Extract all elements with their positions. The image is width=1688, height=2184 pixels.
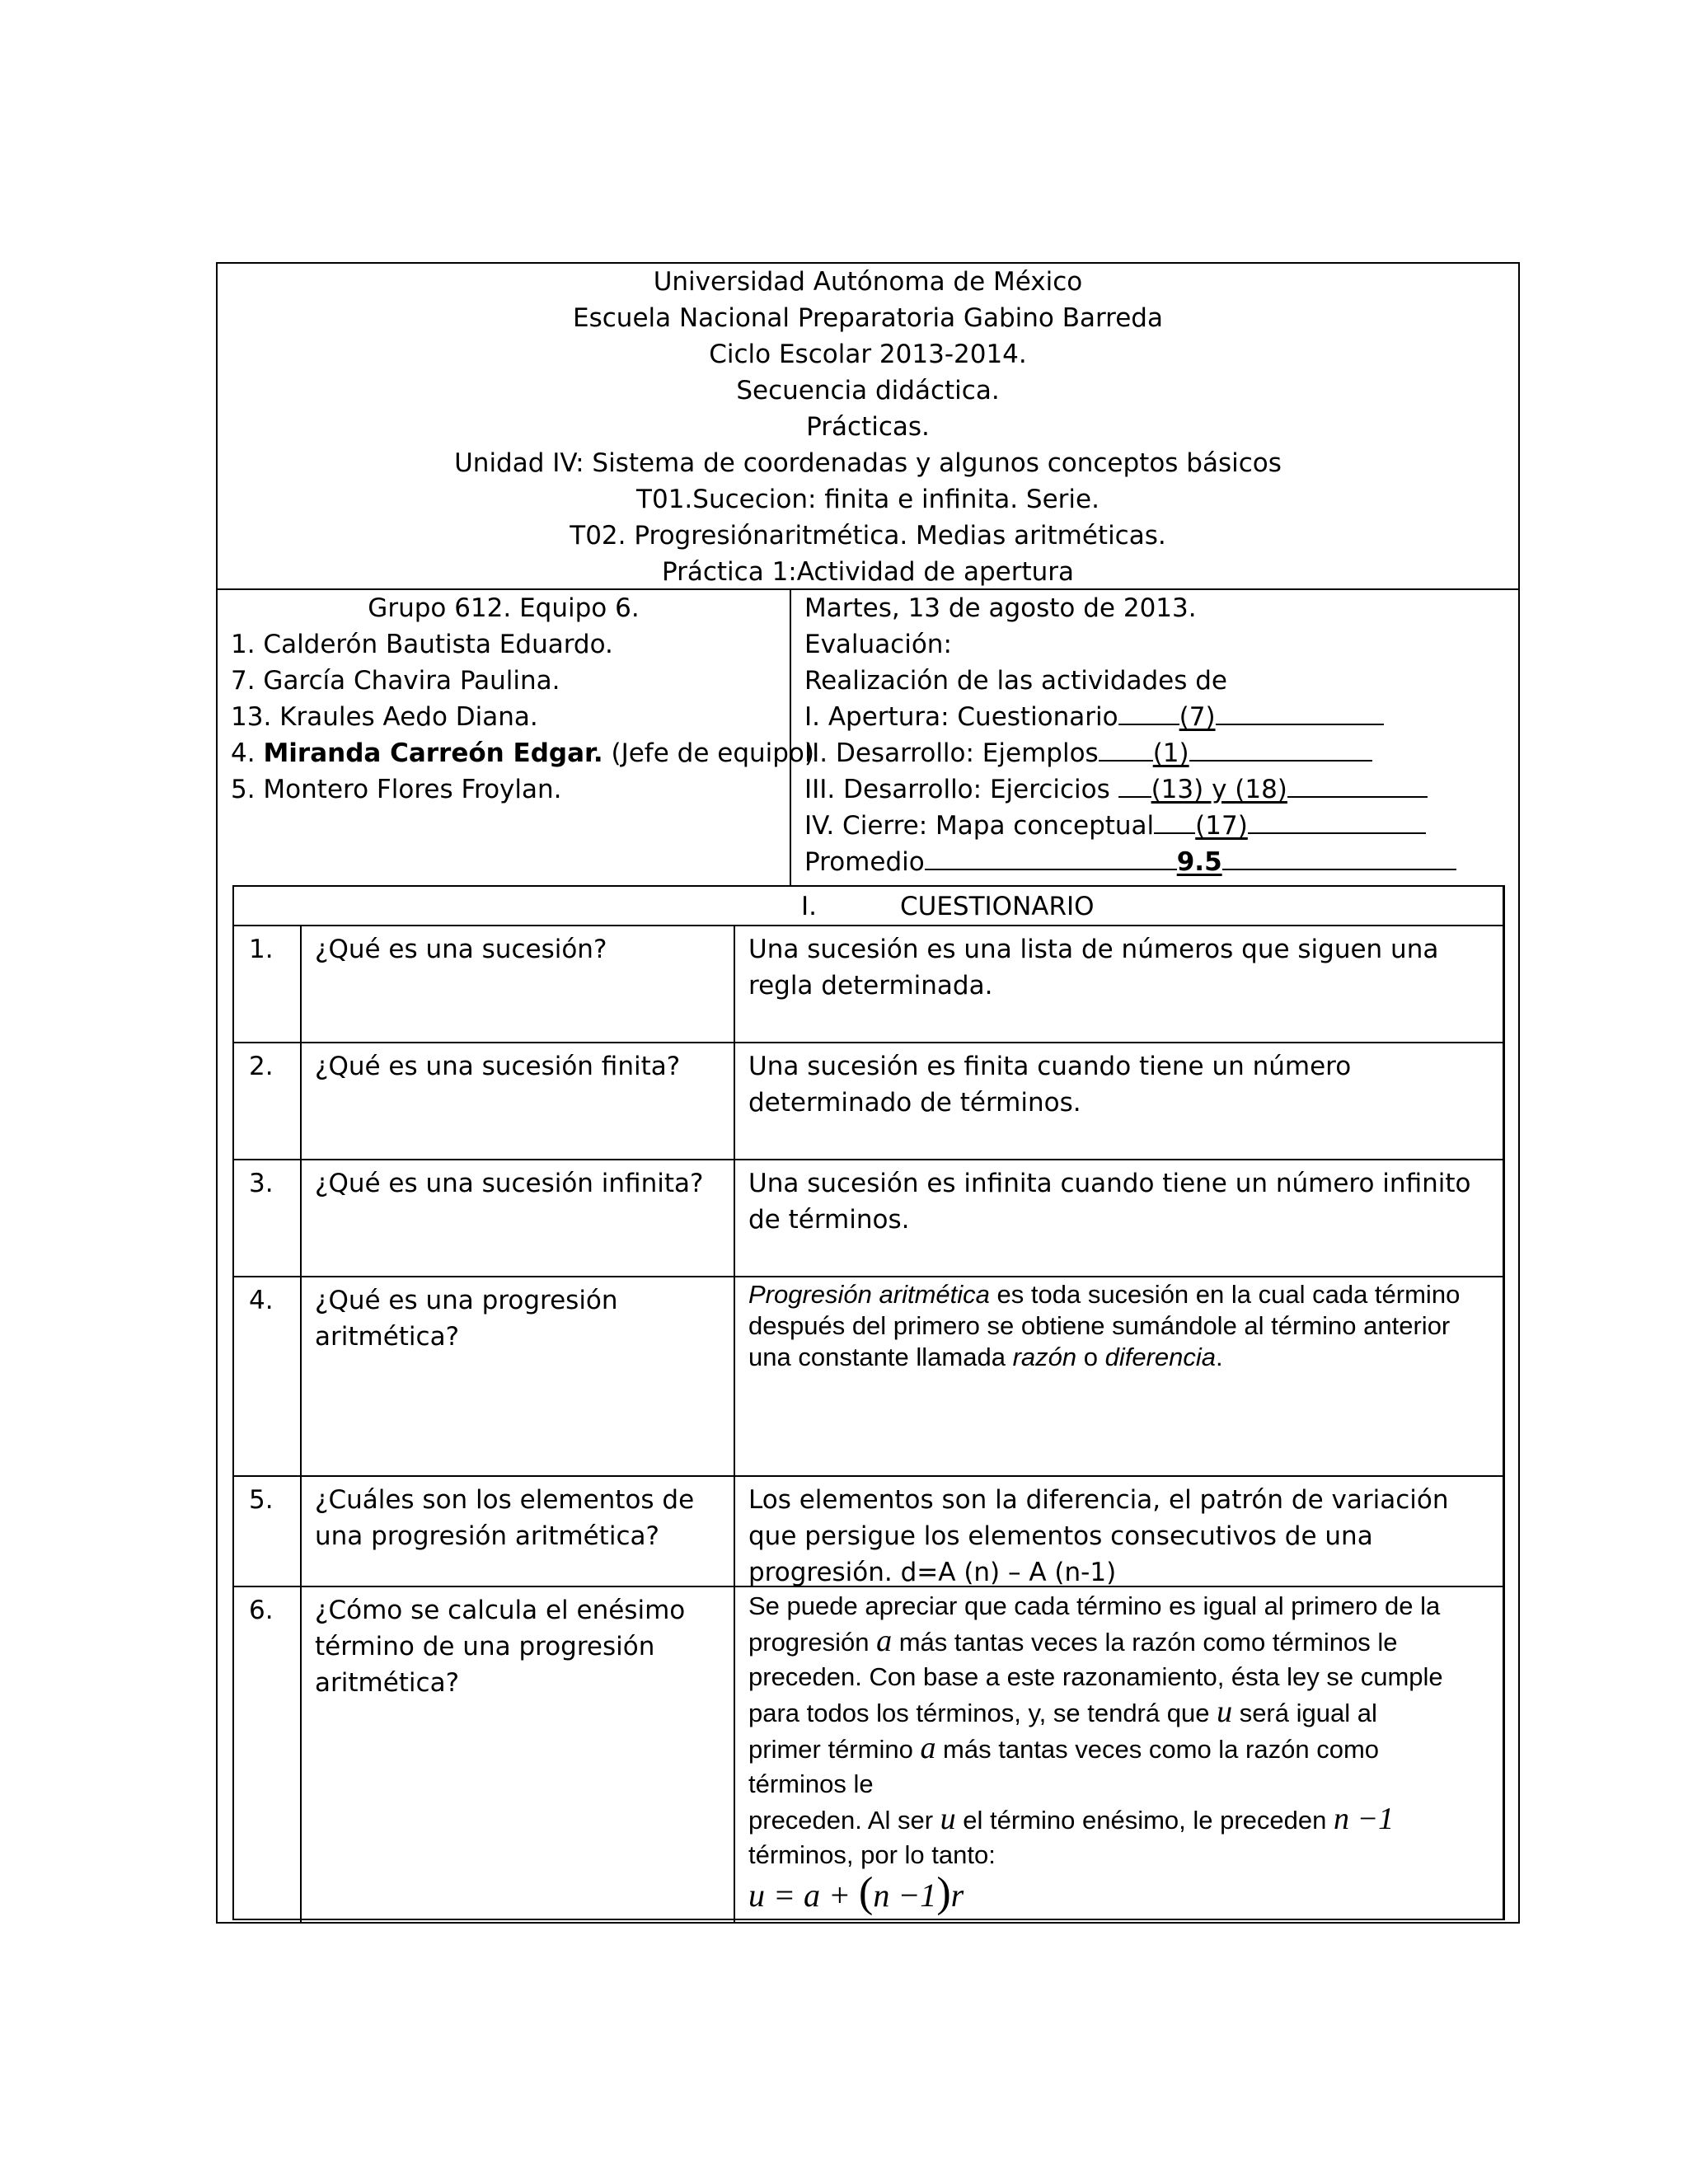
activity-value: (1) [1152, 738, 1189, 768]
table-row [234, 1043, 1503, 1160]
section-roman: I. [801, 892, 817, 921]
evaluation-activity [804, 811, 1426, 841]
table-row [234, 1160, 1503, 1277]
info-section [218, 590, 1518, 885]
nth-term-formula: u = a + (n −1)r [748, 1869, 964, 1916]
row-number: 1. [249, 935, 274, 964]
header-line: Secuencia didáctica. [736, 376, 1000, 405]
row-number: 3. [249, 1169, 274, 1198]
answer-emphasis: diferencia [1104, 1343, 1216, 1371]
table-row [234, 1277, 1503, 1477]
header-line: Universidad Autónoma de México [653, 267, 1083, 297]
math-expression: n −1 [1334, 1802, 1395, 1836]
answer-part: para todos los términos, y, se tendrá que [748, 1699, 1217, 1727]
section-title: CUESTIONARIO [900, 892, 1095, 921]
row-number: 2. [249, 1052, 274, 1081]
answer-part: es toda sucesión en la cual cada término después del primero se obtiene sumándole al término anterior una constante llamada [748, 1280, 1461, 1371]
activity-label: IV. Cierre: Mapa conceptual [804, 811, 1155, 841]
math-variable: a [876, 1624, 893, 1658]
evaluation-date: Martes, 13 de agosto de 2013. [804, 593, 1197, 623]
team-members [218, 590, 814, 885]
document-header [218, 264, 1518, 590]
evaluation-intro: Realización de las actividades de [804, 666, 1227, 696]
question-text: ¿Cuáles son los elementos de una progresión aritmética? [315, 1485, 695, 1551]
header-line: T01.Sucecion: finita e infinita. Serie. [636, 485, 1100, 514]
answer-part: el término enésimo, le preceden [955, 1806, 1334, 1835]
activity-value: (7) [1179, 702, 1216, 732]
answer-text [748, 1279, 1491, 1373]
row-number: 4. [249, 1286, 274, 1315]
table-row [234, 1587, 1503, 1922]
answer-line: preceden. Con base a este razonamiento, ésta ley se cumple [748, 1662, 1443, 1691]
document-frame [216, 262, 1520, 1924]
evaluation-panel [791, 590, 1522, 885]
evaluation-activity [804, 702, 1384, 732]
header-line: T02. Progresiónaritmética. Medias aritméticas. [570, 521, 1166, 551]
question-text: ¿Qué es una progresión aritmética? [315, 1286, 618, 1352]
answer-line [748, 1731, 1499, 1767]
leader-name: Miranda Carreón Edgar. [263, 738, 603, 768]
header-line: Unidad IV: Sistema de coordenadas y algunos conceptos básicos [454, 448, 1282, 478]
formula-part: u = a + [748, 1877, 859, 1914]
activity-label: III. Desarrollo: Ejercicios [804, 775, 1118, 804]
answer-text [748, 1589, 1499, 1916]
team-group: Grupo 612. Equipo 6. [368, 593, 640, 623]
answer-term: Progresión aritmética [748, 1280, 990, 1309]
question-text: ¿Qué es una sucesión finita? [315, 1052, 681, 1081]
formula-part: r [950, 1877, 964, 1914]
answer-line: términos, por lo tanto: [748, 1840, 996, 1869]
question-text: ¿Cómo se calcula el enésimo término de una progresión aritmética? [315, 1596, 686, 1698]
answer-line: términos le [748, 1769, 874, 1798]
team-member-leader [231, 738, 814, 768]
table-row [234, 926, 1503, 1043]
answer-line: Se puede apreciar que cada término es igual al primero de la [748, 1591, 1441, 1620]
answer-text: Una sucesión es finita cuando tiene un número determinado de términos. [748, 1052, 1352, 1118]
questionnaire-title [234, 887, 1503, 926]
answer-line [748, 1694, 1499, 1731]
evaluation-activity [804, 738, 1372, 768]
average-label: Promedio [804, 847, 925, 877]
answer-text: Una sucesión es infinita cuando tiene un número infinito de términos. [748, 1169, 1471, 1235]
answer-part: más tantas veces la razón como términos le [892, 1628, 1398, 1657]
answer-part: progresión [748, 1628, 877, 1657]
row-number: 6. [249, 1596, 274, 1625]
answer-text: Una sucesión es una lista de números que siguen una regla determinada. [748, 935, 1439, 1001]
header-line: Práctica 1:Actividad de apertura [661, 557, 1075, 587]
evaluation-average [804, 847, 1456, 877]
questionnaire-table [232, 885, 1505, 1920]
math-variable: a [920, 1731, 936, 1765]
member-number: 4. [231, 738, 264, 768]
question-text: ¿Qué es una sucesión? [315, 935, 607, 964]
answer-part: primer término [748, 1735, 921, 1764]
average-value: 9.5 [1176, 847, 1222, 877]
formula-part: n −1 [873, 1877, 937, 1914]
team-member: 1. Calderón Bautista Eduardo. [231, 630, 613, 659]
evaluation-activity [804, 775, 1428, 804]
question-text: ¿Qué es una sucesión infinita? [315, 1169, 704, 1198]
answer-part: será igual al [1232, 1699, 1377, 1727]
header-line: Escuela Nacional Preparatoria Gabino Barreda [573, 303, 1163, 333]
activity-label: II. Desarrollo: Ejemplos [804, 738, 1099, 768]
math-variable: u [940, 1802, 956, 1836]
answer-part: preceden. Al ser [748, 1806, 940, 1835]
leader-role: (Jefe de equipo) [603, 738, 814, 768]
answer-part: más tantas veces como la razón como [935, 1735, 1380, 1764]
team-member: 13. Kraules Aedo Diana. [231, 702, 538, 732]
answer-part: . [1216, 1343, 1223, 1371]
answer-line [748, 1624, 1499, 1660]
answer-cell [735, 1587, 1503, 1922]
header-line: Prácticas. [806, 412, 930, 442]
answer-text: Los elementos son la diferencia, el patrón de variación que persigue los elementos consecutivos de una progresión. d=A (n) – A (n-1) [748, 1485, 1449, 1587]
evaluation-label: Evaluación: [804, 630, 952, 659]
header-line: Ciclo Escolar 2013-2014. [709, 340, 1027, 369]
answer-part: o [1076, 1343, 1105, 1371]
team-member: 5. Montero Flores Froylan. [231, 775, 562, 804]
table-row [234, 1477, 1503, 1587]
activity-value: (13) y (18) [1151, 775, 1287, 804]
team-member: 7. García Chavira Paulina. [231, 666, 560, 696]
answer-line [748, 1802, 1499, 1838]
answer-emphasis: razón [1012, 1343, 1077, 1371]
math-variable: u [1217, 1694, 1233, 1729]
row-number: 5. [249, 1485, 274, 1515]
activity-label: I. Apertura: Cuestionario [804, 702, 1118, 732]
activity-value: (17) [1195, 811, 1248, 841]
